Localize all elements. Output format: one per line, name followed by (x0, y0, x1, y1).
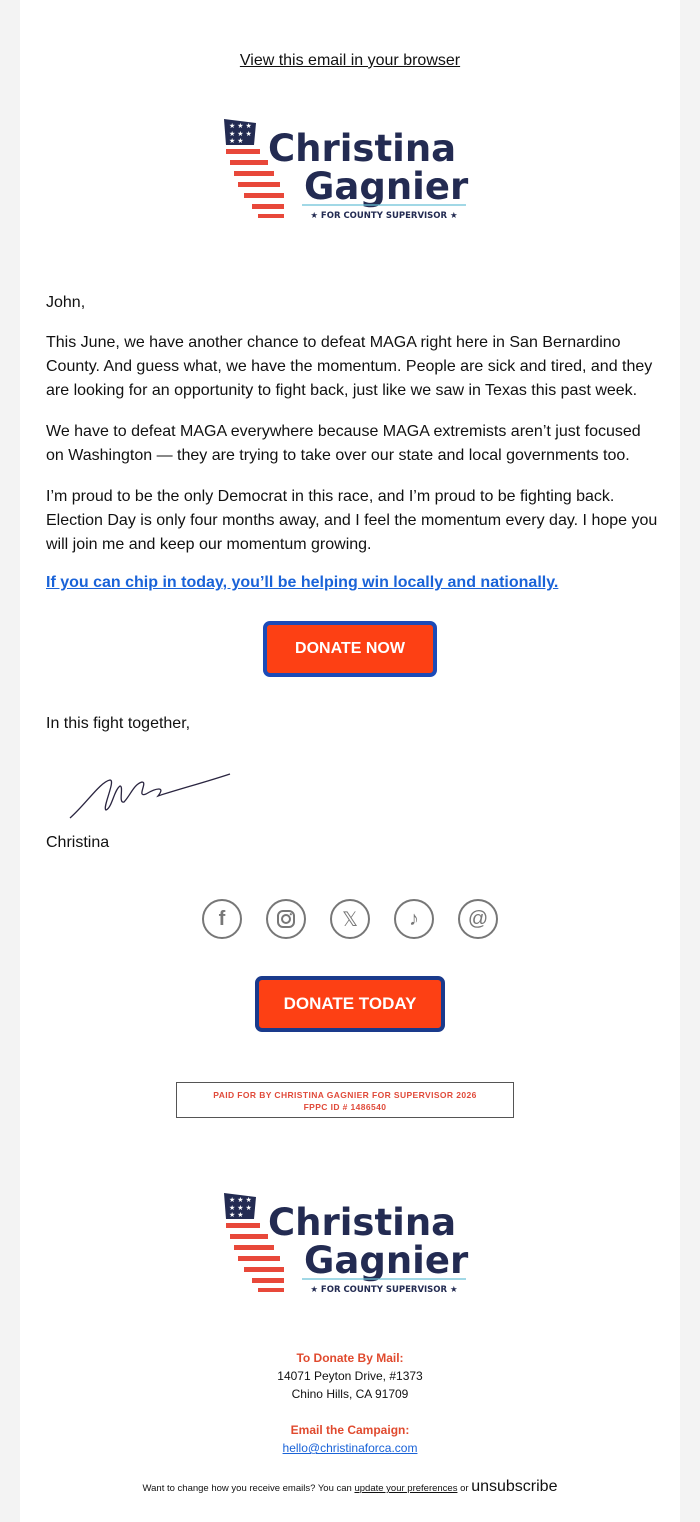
unsubscribe-link[interactable]: unsubscribe (471, 1478, 558, 1495)
facebook-icon[interactable]: f (202, 899, 242, 939)
social-links (202, 899, 498, 939)
signature-name: Christina (46, 834, 110, 851)
update-preferences-link[interactable]: update your preferences (354, 1483, 458, 1494)
svg-text:★ ★: ★ ★ (229, 1212, 244, 1219)
paid-for-disclaimer (176, 1082, 514, 1118)
mail-heading: To Donate By Mail: (296, 1351, 404, 1365)
tiktok-icon[interactable]: ♪ (394, 899, 434, 939)
closing: In this fight together, (46, 715, 191, 732)
campaign-email-link[interactable]: hello@christinaforca.com (282, 1441, 418, 1455)
svg-text:Gagnier: Gagnier (304, 165, 469, 208)
donate-cta-link[interactable]: If you can chip in today, you’ll be helping win locally and nationally. (46, 574, 559, 591)
svg-text:Gagnier: Gagnier (304, 1239, 469, 1282)
view-in-browser-link[interactable]: View this email in your browser (239, 52, 461, 69)
paragraph: This June, we have another chance to defeat MAGA right here in San Bernardino County. And guess what, we have the momentum. People are sick and tired, and they are looking for an opportunity to fight back, just like we saw in Texas this past week. (46, 334, 653, 399)
svg-text:★ ★ ★: ★ ★ ★ (229, 1205, 252, 1212)
address-line: 14071 Peyton Drive, #1373 (277, 1369, 423, 1383)
fppc-id: FPPC ID # 1486540 (303, 1102, 387, 1112)
footer-contact (20, 1349, 680, 1457)
campaign-logo (220, 115, 500, 225)
address-line: Chino Hills, CA 91709 (291, 1387, 409, 1401)
prefs-text: Want to change how you receive emails? You can (142, 1483, 352, 1494)
signature-image (66, 768, 236, 824)
donate-now-button[interactable]: DONATE NOW (263, 621, 437, 677)
greeting: John, (46, 294, 86, 311)
svg-text:Christina: Christina (268, 1201, 457, 1244)
email-body (20, 0, 680, 1522)
svg-text:Christina: Christina (268, 127, 457, 170)
svg-text:★ FOR COUNTY SUPERVISOR ★: ★ FOR COUNTY SUPERVISOR ★ (310, 1285, 458, 1295)
donate-today-button[interactable]: DONATE TODAY (255, 976, 445, 1032)
svg-text:★ ★: ★ ★ (229, 138, 244, 145)
svg-text:★ FOR COUNTY SUPERVISOR ★: ★ FOR COUNTY SUPERVISOR ★ (310, 211, 458, 221)
svg-text:★ ★ ★: ★ ★ ★ (229, 1197, 252, 1204)
email-heading: Email the Campaign: (290, 1423, 410, 1437)
paragraph: We have to defeat MAGA everywhere because MAGA extremists aren’t just focused on Washington — they are trying to take over our state and local governments too. (46, 423, 641, 464)
svg-text:★ ★ ★: ★ ★ ★ (229, 123, 252, 130)
campaign-logo-footer (220, 1189, 500, 1299)
x-icon[interactable]: 𝕏 (330, 899, 370, 939)
instagram-icon[interactable] (266, 899, 306, 939)
letter-body (46, 291, 658, 595)
preferences-line (20, 1478, 680, 1496)
or-text: or (460, 1483, 469, 1494)
threads-icon[interactable]: @ (458, 899, 498, 939)
svg-text:★ ★ ★: ★ ★ ★ (229, 131, 252, 138)
disclaimer-line: PAID FOR BY CHRISTINA GAGNIER FOR SUPERVISOR 2026 (213, 1090, 477, 1100)
paragraph: I’m proud to be the only Democrat in this race, and I’m proud to be fighting back. Election Day is only four months away, and I feel the momentum every day. I hope you will join me and keep our momentum growing. (46, 488, 658, 553)
